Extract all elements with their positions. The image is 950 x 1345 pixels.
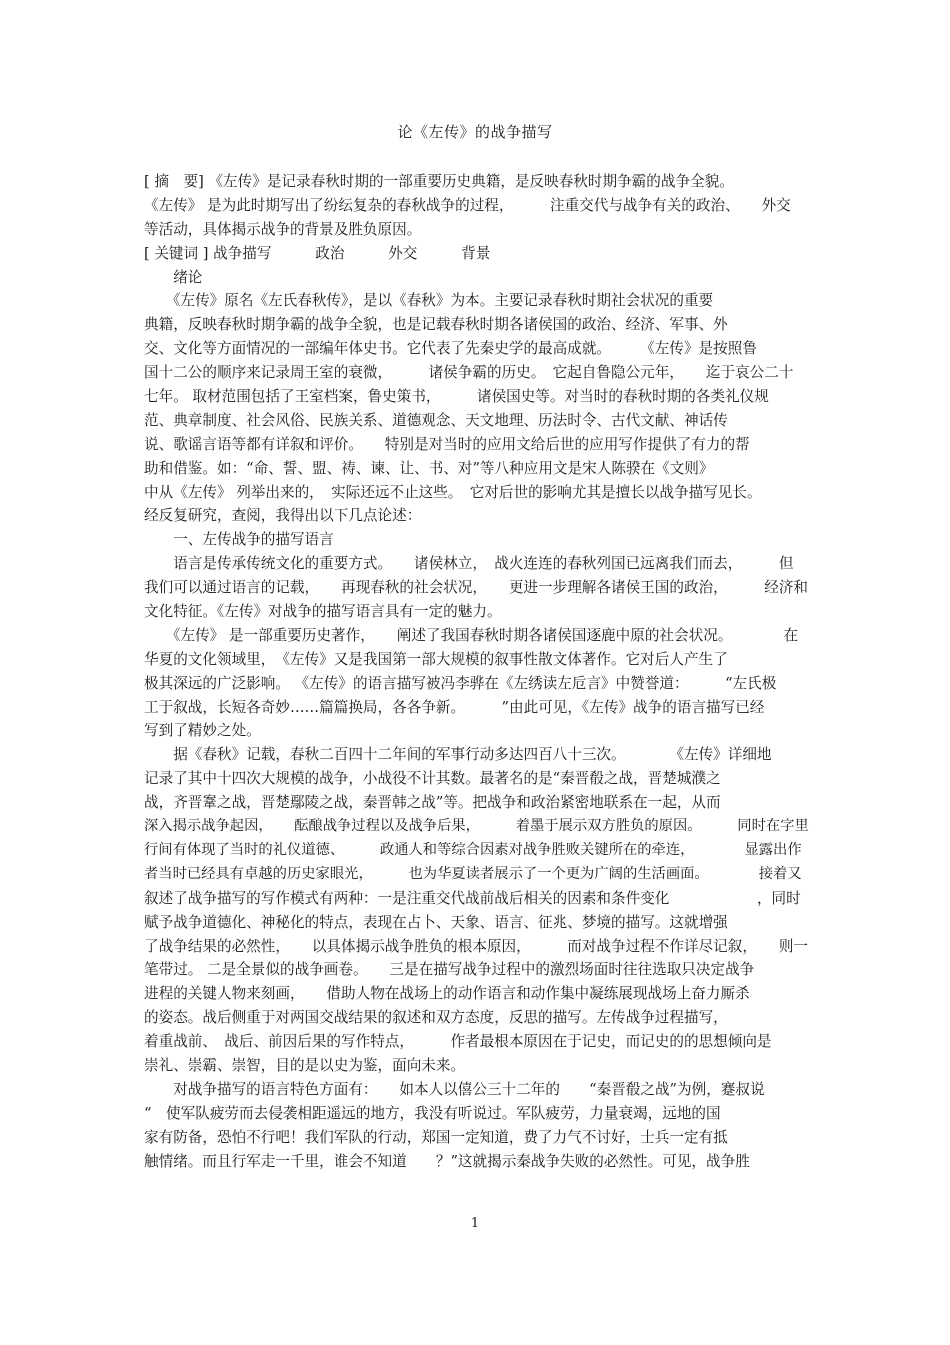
text-line: [ 摘 要] 《左传》是记录春秋时期的一部重要历史典籍，是反映春秋时期争霸的战争全貌。 (144, 173, 734, 190)
text-line: “ 使军队疲劳而去侵袭相距遥远的地方，我没有听说过。军队疲劳，力量衰竭，远地的国 (144, 1104, 721, 1122)
text-line: 极其深远的广泛影响。 《左传》的语言描写被冯李骅在《左绣读左卮言》中赞誉道： “左氏极 (144, 674, 777, 692)
text-line: [ 关键词 ] 战争描写 政治 外交 背景 (144, 244, 491, 262)
text-line: 的姿态。战后侧重于对两国交战结果的叙述和双方态度，反思的描写。左传战争过程描写， (144, 1009, 728, 1027)
text-line: 语言是传承传统文化的重要方式。 诸侯林立， 战火连连的春秋列国已远离我们而去， 但 (144, 555, 794, 573)
text-line: 国十二公的顺序来记录周王室的衰微， 诸侯争霸的历史。 它起自鲁隐公元年， 迄于哀公二十 (144, 364, 794, 382)
text-line: 经反复研究，查阅，我得出以下几点论述： (144, 507, 422, 525)
text-line: 华夏的文化领域里， 《左传》又是我国第一部大规模的叙事性散文体著作。它对后人产生了 (144, 650, 728, 668)
text-line: 工于叙战，长短各奇妙……篇篇换局，各各争新。 ”由此可见，《左传》战争的语言描写已经 (144, 698, 765, 716)
text-line: 着重战前、 战后、前因后果的写作特点， 作者最根本原因在于记史，而记史的的思想倾向是 (144, 1033, 772, 1051)
text-line: 记录了其中十四次大规模的战争，小战役不计其数。最著名的是“秦晋殽之战，晋楚城濮之 (144, 770, 721, 788)
text-line: 范、典章制度、社会风俗、民族关系、道德观念、天文地理、历法时令、古代文献、神话传 (144, 411, 728, 429)
text-line: 据《春秋》记载，春秋二百四十二年间的军事行动多达四百八十三次。 《左传》详细地 (144, 746, 772, 764)
text-line: 我们可以通过语言的记载， 再现春秋的社会状况， 更进一步理解各诸侯王国的政治， 经济和 (144, 579, 809, 597)
text-line: 进程的关键人物来刻画， 借助人物在战场上的动作语言和动作集中凝练展现战场上奋力厮杀 (144, 985, 750, 1003)
text-line: 者当时已经具有卓越的历史家眼光， 也为华夏读者展示了一个更为广阔的生活画面。 接着又 (144, 865, 802, 882)
text-line: 说、歌谣言语等都有详叙和评价。 特别是对当时的应用文给后世的应用写作提供了有力的帮 (144, 435, 750, 453)
text-line: 文化特征。《左传》对战争的描写语言具有一定的魅力。 (144, 603, 502, 621)
text-line: 笔带过。 二是全景似的战争画卷。 三是在描写战争过程中的激烈场面时往往选取只决定战争 (144, 961, 755, 979)
text-line: 深入揭示战争起因， 酝酿战争过程以及战争后果， 着墨于展示双方胜负的原因。 同时在字里 (144, 818, 809, 835)
text-line: 家有防备，恐怕不行吧！我们军队的行动，郑国一定知道，费了力气不讨好，士兵一定有抵 (144, 1128, 728, 1146)
text-line: 《左传》 是一部重要历史著作， 阐述了我国春秋时期各诸侯国逐鹿中原的社会状况。 在 (144, 626, 799, 644)
text-line: 赋予战争道德化、神秘化的特点，表现在占卜、天象、语言、征兆、梦境的描写。这就增强 (144, 913, 728, 931)
text-line: 崇礼、崇霸、崇智，目的是以史为鉴，面向未来。 (144, 1056, 466, 1074)
text-line: 触情绪。而且行军走一千里，谁会不知道 ？”这就揭示秦战争失败的必然性。可见，战争胜 (144, 1152, 750, 1170)
text-line: 对战争描写的语言特色方面有： 如本人以僖公三十二年的 “秦晋殽之战”为例，蹇叔说 (144, 1080, 765, 1098)
text-line: 七年。 取材范围包括了王室档案，鲁史策书， 诸侯国史等。对当时的春秋时期的各类礼仪规 (144, 388, 769, 406)
text-line: 了战争结果的必然性， 以具体揭示战争胜负的根本原因， 而对战争过程不作详尽记叙， 则一 (144, 937, 809, 955)
text-line: 写到了精妙之处。 (144, 722, 261, 740)
text-line: 叙述了战争描写的写作模式有两种：一是注重交代战前战后相关的因素和条件变化 ，同时 (144, 889, 801, 907)
text-line: 战，齐晋鞌之战，晋楚鄢陵之战，秦晋韩之战”等。把战争和政治紧密地联系在一起，从而 (144, 794, 721, 812)
text-line: 《左传》原名《左氏春秋传》，是以《春秋》为本。主要记录春秋时期社会状况的重要 (144, 292, 714, 310)
text-line: 绪论 (144, 268, 203, 286)
document-title: 论《左传》的战争描写 (397, 123, 553, 141)
text-line: 典籍，反映春秋时期争霸的战争全貌，也是记载春秋时期各诸侯国的政治、经济、军事、外 (144, 316, 728, 334)
text-line: 交、文化等方面情况的一部编年体史书。它代表了先秦史学的最高成就。 《左传》是按照鲁 (144, 340, 757, 358)
document-body (144, 170, 814, 1173)
text-line: 一、左传战争的描写语言 (144, 531, 334, 549)
text-line: 行间有体现了当时的礼仪道德、 政通人和等综合因素对战争胜败关键所在的牵连， 显露出作 (144, 841, 802, 858)
text-line: 等活动，具体揭示战争的背景及胜负原因。 (144, 220, 422, 238)
text-line: 中从《左传》 列举出来的， 实际还远不止这些。 它对后世的影响尤其是擅长以战争描写见长。 (144, 483, 762, 501)
text-line: 《左传》 是为此时期写出了纷纭复杂的春秋战争的过程， 注重交代与战争有关的政治、 外交 (144, 196, 791, 214)
text-line: 助和借鉴。如：“命、誓、盟、祷、谏、让、书、对”等八种应用文是宋人陈骙在《文则》 (144, 459, 714, 477)
page-number: 1 (470, 1216, 480, 1231)
